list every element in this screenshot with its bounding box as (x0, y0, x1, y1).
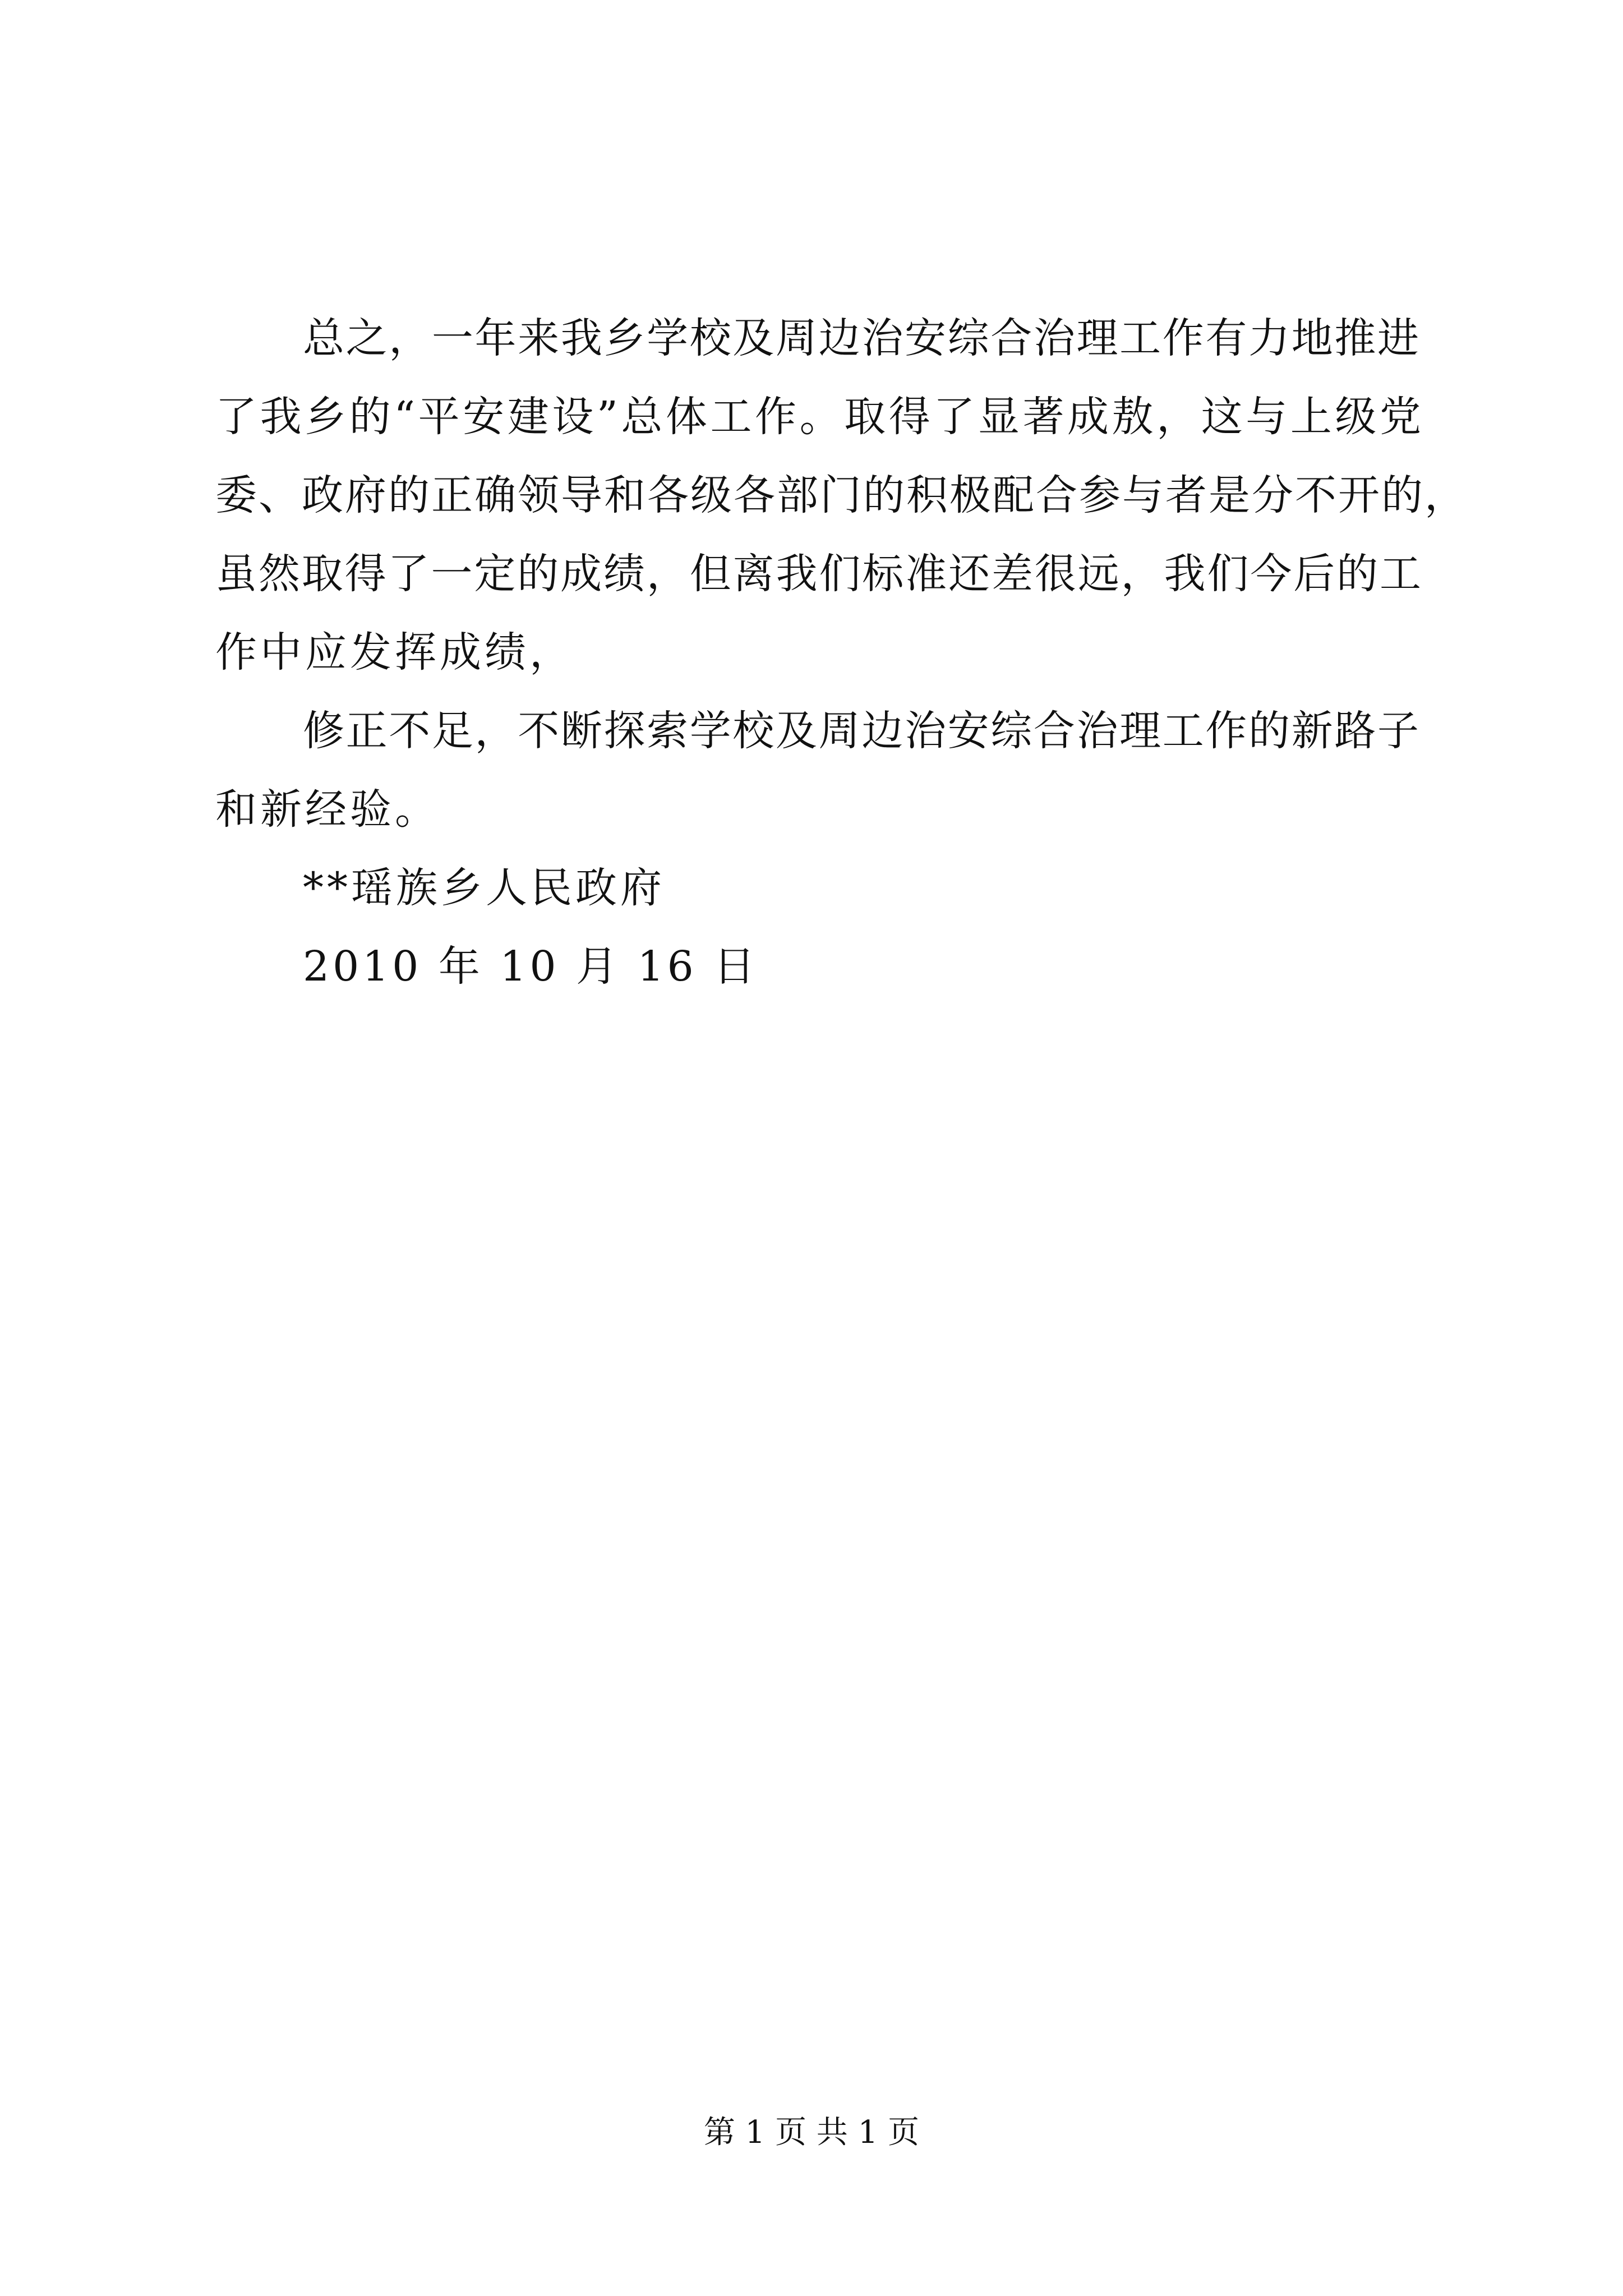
paragraph-1-line-1: 总之，一年来我乡学校及周边治安综合治理工作有力地推进 (303, 314, 1419, 362)
paragraph-2-line-1: 修正不足，不断探索学校及周边治安综合治理工作的新路子 (303, 707, 1419, 755)
paragraph-2-line-2: 和新经验。 (215, 785, 440, 834)
date-line: 2010 年 10 月 16 日 (303, 942, 759, 991)
signature-line: **瑶族乡人民政府 (303, 864, 665, 912)
paragraph-1-line-4: 虽然取得了一定的成绩，但离我们标准还差很远，我们今后的工 (215, 550, 1421, 598)
paragraph-1-line-5: 作中应发挥成绩， (215, 628, 574, 677)
paragraph-1-line-2: 了我乡的“平安建设”总体工作。取得了显著成敖，这与上级党 (215, 393, 1421, 441)
page-number-footer: 第 1 页 共 1 页 (703, 2114, 920, 2151)
paragraph-1-line-3: 委、政府的正确领导和各级各部门的积极配合参与者是分不开的， (215, 471, 1466, 519)
